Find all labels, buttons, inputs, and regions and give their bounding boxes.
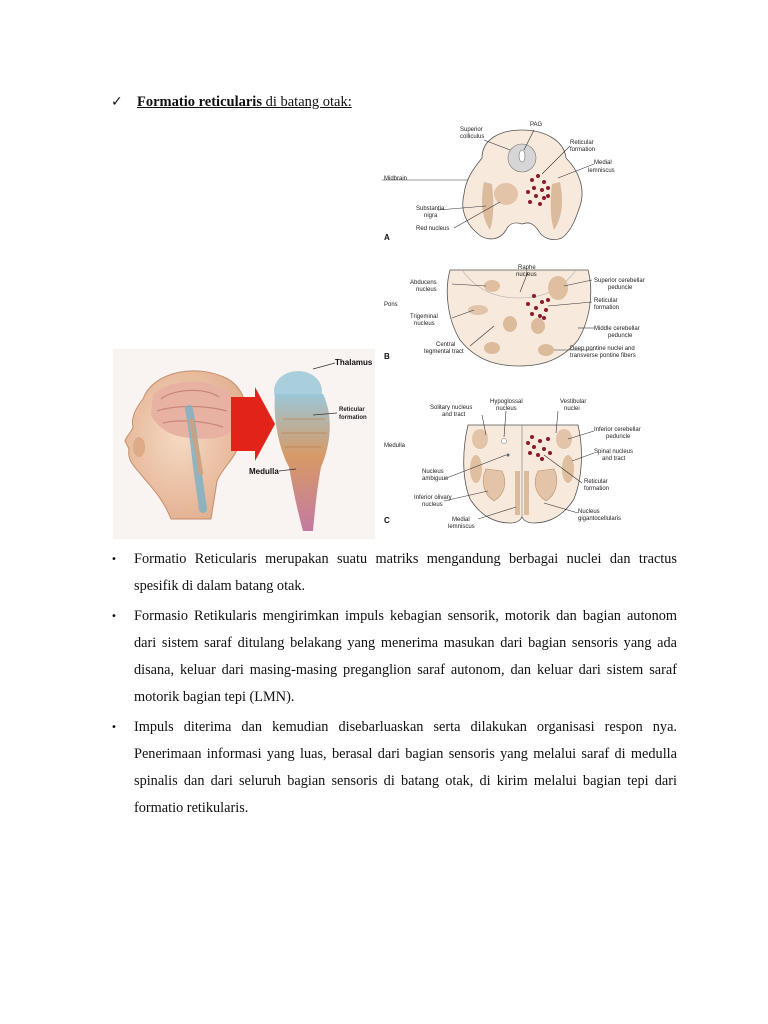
label-ambiguus-2: ambiguus — [422, 476, 449, 482]
label-hypoglossal-2: nucleus — [496, 406, 517, 412]
heading-bold-text: Formatio reticularis — [137, 94, 262, 110]
label-reticular-1: Reticular — [570, 140, 594, 146]
label-superior-cp-2: peduncle — [608, 285, 633, 291]
label-vestibular-1: Vestibular — [560, 399, 587, 405]
label-hypoglossal-1: Hypoglossal — [490, 399, 523, 405]
label-red-nucleus: Red nucleus — [416, 226, 450, 232]
label-pons: Pons — [384, 302, 398, 308]
list-item-text: Formasio Retikularis mengirimkan impuls kebagian sensorik, motorik dan bagian autonom dari sistem saraf ditulang belakang yang menerima masukan dari bagian sensoris yang ada disana, keluar dari masing-masing preganglion saraf autonom, dan keluar dari sistem saraf motorik bagian tepi (LMN). — [134, 608, 677, 705]
label-pag: PAG — [530, 122, 543, 128]
label-letter-a: A — [384, 233, 390, 242]
label-vestibular-2: nuclei — [564, 406, 580, 412]
list-item-text: Impuls diterima dan kemudian disebarluaskan serta dilakukan organisasi respon nya. Penerimaan informasi yang luas, berasal dari bagian sensoris yang melalui saraf di medulla spinalis dan dari seluruh bagian sensoris di batang otak, di kirim melalui bagian tepi dari formatio retikularis. — [134, 719, 677, 816]
label-solitary-1: Solitary nucleus — [430, 405, 473, 411]
label-reticular-2: formation — [570, 147, 596, 153]
label-superior-cp-1: Superior cerebellar — [594, 278, 645, 284]
thalamus-label: Thalamus — [335, 358, 373, 367]
heading-text: di batang otak: — [261, 94, 352, 110]
label-ambiguus-1: Nucleus — [422, 469, 444, 475]
label-abducens-2: nucleus — [416, 287, 437, 293]
label-medial-2: lemniscus — [588, 168, 615, 174]
label-central-1: Central — [436, 342, 456, 348]
label-inferior-cp-2: peduncle — [606, 434, 631, 440]
label-substantia-1: Substantia — [416, 206, 445, 212]
label-medulla: Medulla — [384, 443, 406, 449]
label-spinal-1: Spinal nucleus — [594, 449, 634, 455]
label-raphe-1: Raphe — [518, 265, 536, 271]
label-olivary-1: Inferior olivary — [414, 495, 452, 501]
label-trigeminal-2: nucleus — [414, 321, 435, 327]
head-brainstem-figure — [113, 349, 375, 539]
reticular-label-2: formation — [339, 415, 367, 421]
list-item-text: Formatio Reticularis merupakan suatu matriks mengandung berbagai nuclei dan tractus spesifik di dalam batang otak. — [134, 551, 677, 594]
label-medial-2: lemniscus — [448, 524, 475, 530]
reticular-label-1: Reticular — [339, 407, 365, 413]
label-superior-colliculus-2: colliculus — [460, 134, 485, 140]
label-deep-1: Deep pontine nuclei and — [570, 346, 635, 352]
bullet-icon: • — [111, 554, 117, 565]
bullet-list — [111, 546, 677, 825]
label-giganto-1: Nucleus — [578, 509, 600, 515]
label-reticular-2: formation — [584, 486, 610, 492]
label-midbrain: Midbrain — [384, 176, 408, 182]
midbrain-section-figure — [382, 118, 648, 246]
medulla-label: Medulla — [249, 467, 279, 476]
bullet-icon: • — [111, 722, 117, 733]
label-spinal-2: and tract — [602, 456, 626, 462]
label-olivary-2: nucleus — [422, 502, 443, 508]
label-medial-1: Medial — [594, 160, 612, 166]
label-middle-cp-1: Middle cerebellar — [594, 326, 640, 332]
label-reticular-2: formation — [594, 305, 620, 311]
label-abducens-1: Abducens — [410, 280, 437, 286]
label-medial-1: Medial — [452, 517, 470, 523]
label-inferior-cp-1: Inferior cerebellar — [594, 427, 641, 433]
label-reticular-1: Reticular — [594, 298, 618, 304]
bullet-icon: • — [111, 611, 117, 622]
label-superior-colliculus-1: Superior — [460, 127, 483, 133]
section-heading — [111, 92, 352, 112]
label-middle-cp-2: peduncle — [608, 333, 633, 339]
label-letter-b: B — [384, 352, 390, 361]
checkmark-icon: ✓ — [111, 94, 123, 110]
list-item — [111, 546, 677, 600]
label-substantia-2: nigra — [424, 213, 438, 219]
label-central-2: tegmental tract — [424, 349, 464, 355]
label-giganto-2: gigantocellularis — [578, 516, 622, 522]
label-deep-2: transverse pontine fibers — [570, 353, 636, 359]
label-reticular-1: Reticular — [584, 479, 608, 485]
label-trigeminal-1: Trigeminal — [410, 314, 438, 320]
medulla-section-figure — [382, 395, 648, 537]
pons-section-figure — [382, 262, 648, 370]
label-letter-c: C — [384, 516, 390, 525]
label-raphe-2: nucleus — [516, 272, 537, 278]
label-solitary-2: and tract — [442, 412, 466, 418]
list-item — [111, 714, 677, 822]
list-item — [111, 603, 677, 711]
